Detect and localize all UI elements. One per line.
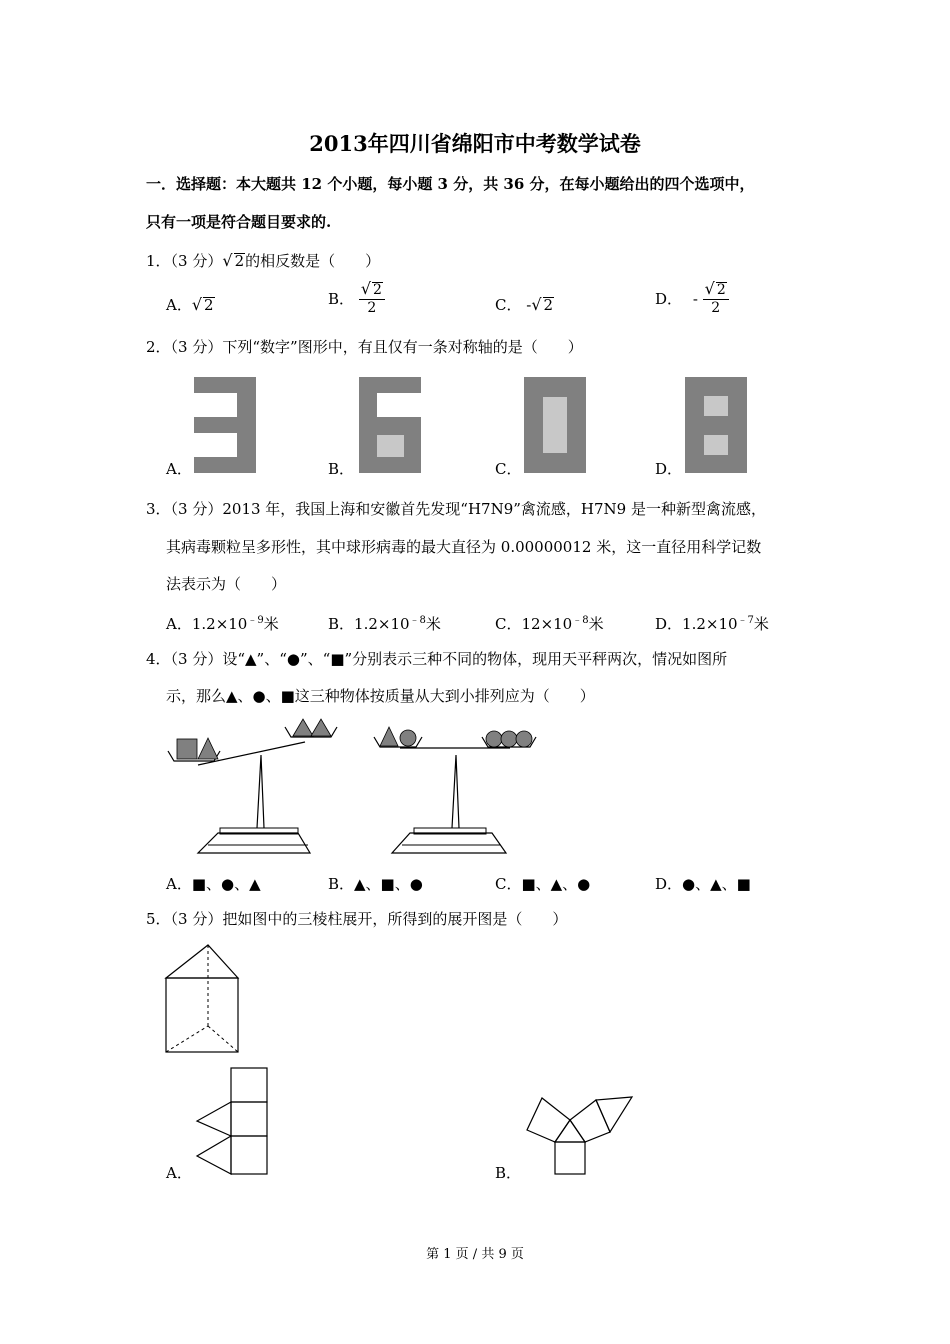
q4-option-a: A．■、●、▲ xyxy=(166,875,261,893)
q3-option-b xyxy=(328,611,441,634)
q1-option-a xyxy=(166,294,215,315)
question-3-line1: 3．（3 分）2013 年，我国上海和安徽首先发现“H7N9”禽流感，H7N9 是一种新型禽流感， xyxy=(146,500,766,518)
q1-radicand: 2 xyxy=(234,252,245,270)
digit-8-figure xyxy=(685,377,747,473)
q1-option-d-numerator: 2 xyxy=(716,282,726,298)
q1-option-c-value: 2 xyxy=(543,296,554,314)
q1-option-d-fraction xyxy=(703,280,729,317)
q1-suffix: 的相反数是（ ） xyxy=(245,252,381,270)
q3-option-a-text: A．1.2×10 xyxy=(166,615,248,633)
q3-option-b-text: B．1.2×10 xyxy=(328,615,410,633)
q3-option-c-exponent: ﹣8 xyxy=(572,615,589,626)
q3-option-b-exponent: ﹣8 xyxy=(409,615,426,626)
q1-option-d-sign: - xyxy=(692,289,698,308)
q3-option-d-unit: 米 xyxy=(753,615,769,633)
q1-option-b-numerator: 2 xyxy=(373,282,382,298)
q1-option-c xyxy=(495,294,554,315)
page-title: 2013年四川省绵阳市中考数学试卷 xyxy=(309,131,641,156)
page-footer: 第 1 页 / 共 9 页 xyxy=(426,1247,524,1262)
question-1 xyxy=(146,250,380,271)
q1-option-a-value: 2 xyxy=(204,296,214,314)
q3-option-d xyxy=(655,611,769,634)
sqrt-sign: √ xyxy=(704,279,715,298)
digit-6-figure xyxy=(359,377,421,473)
q3-option-d-text: D．1.2×10 xyxy=(655,615,738,633)
q3-option-d-exponent: ﹣7 xyxy=(737,615,754,626)
question-4-line2: 示，那么▲、●、■这三种物体按质量从大到小排列应为（ ） xyxy=(166,687,595,705)
q4-option-b: B．▲、■、● xyxy=(328,875,423,893)
digit-0-figure xyxy=(524,377,586,473)
q2-option-a-label: A． xyxy=(166,460,192,478)
balance-scale-2 xyxy=(370,715,555,860)
q5-option-a-label: A． xyxy=(166,1164,192,1182)
q5-option-b-label: B． xyxy=(495,1164,522,1182)
question-3-line3: 法表示为（ ） xyxy=(166,575,287,593)
question-5: 5．（3 分）把如图中的三棱柱展开，所得到的展开图是（ ） xyxy=(146,910,568,928)
q3-option-a xyxy=(166,611,279,634)
q5-option-a-net xyxy=(195,1066,275,1178)
triangular-prism-figure xyxy=(160,942,245,1057)
q3-option-c xyxy=(495,611,604,634)
question-4-line1: 4．（3 分）设“▲”、“●”、“■”分别表示三种不同的物体，现用天平秤两次，情况如图所 xyxy=(146,650,728,668)
q1-option-d-denominator: 2 xyxy=(711,300,721,316)
sqrt-sign: √ xyxy=(360,279,372,298)
q3-option-b-unit: 米 xyxy=(425,615,441,633)
q3-option-c-text: C．12×10 xyxy=(495,615,573,633)
digit-3-figure xyxy=(194,377,256,473)
q1-option-d-label: D． xyxy=(655,290,683,308)
q1-prefix: 1．（3 分） xyxy=(146,252,223,270)
q4-option-d: D．●、▲、■ xyxy=(655,875,751,893)
q2-option-d-label: D． xyxy=(655,460,683,478)
q3-option-a-unit: 米 xyxy=(263,615,279,633)
q2-option-b-label: B． xyxy=(328,460,355,478)
sqrt-sign: √ xyxy=(191,295,203,314)
q4-option-c: C．■、▲、● xyxy=(495,875,591,893)
sqrt-sign: √ xyxy=(222,251,233,270)
q3-option-c-unit: 米 xyxy=(588,615,604,633)
q1-option-d xyxy=(655,280,729,317)
sqrt-sign: √ xyxy=(531,295,542,314)
q3-option-a-exponent: ﹣9 xyxy=(247,615,264,626)
section-heading-line1: 一．选择题：本大题共 12 个小题，每小题 3 分，共 36 分，在每小题给出的四个选项中， xyxy=(146,175,755,193)
q1-option-b-label: B． xyxy=(328,290,355,308)
question-2: 2．（3 分）下列“数字”图形中，有且仅有一条对称轴的是（ ） xyxy=(146,338,583,356)
section-heading-line2: 只有一项是符合题目要求的. xyxy=(146,213,332,231)
q1-option-b-fraction xyxy=(359,280,385,317)
q1-option-c-sign: - xyxy=(526,296,532,314)
q1-option-b xyxy=(328,280,385,317)
q1-option-a-label: A． xyxy=(166,296,192,314)
q2-option-c-label: C． xyxy=(495,460,522,478)
balance-scale-1 xyxy=(160,715,345,860)
q1-option-c-label: C． xyxy=(495,296,522,314)
q5-option-b-net xyxy=(522,1090,637,1180)
q1-option-b-denominator: 2 xyxy=(367,300,377,316)
question-3-line2: 其病毒颗粒呈多形性，其中球形病毒的最大直径为 0.00000012 米，这一直径用科学记数 xyxy=(166,538,762,556)
